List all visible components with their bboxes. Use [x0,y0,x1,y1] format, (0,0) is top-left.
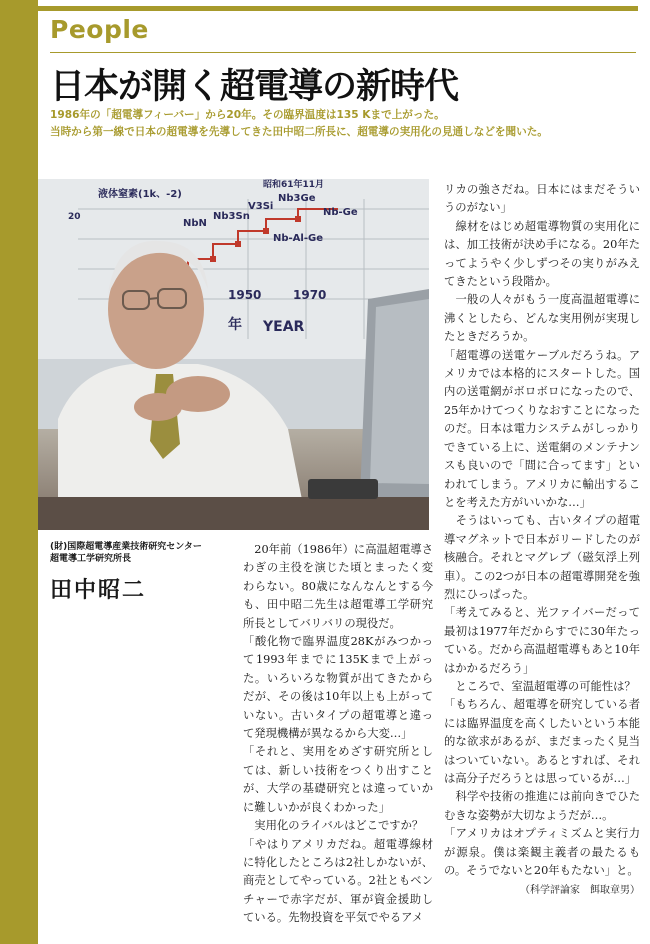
paragraph: 「もちろん、超電導を研究している者には臨界温度を高くしたいという本能的な欲求があるが、まだまったく見当はついていない。あるとすれば、それは高分子だろうとは思っているが…」 [444,698,640,785]
chart-label-ln2: 液体窒素(1k、-2) [98,189,182,200]
paragraph: 「それと、実用をめざす研究所としては、新しい技術をつくり出すことが、大学の基礎研究とは違っていかに難しいかが良くわかった」 [243,745,433,814]
chart-label-20: 20 [68,212,81,222]
paragraph: リカの強さだね。日本にはまだそういうのがない」 [444,183,640,215]
section-label: People [50,15,149,44]
paragraph: 科学や技術の推進には前向きでひたむきな姿勢が大切なようだが…。 [444,790,640,822]
caption-affiliation-1: (財)国際超電導産業技術研究センター [50,542,202,552]
paragraph: 20年前（1986年）に高温超電導さわぎの主役を演じた頃とまったく変わらない。80歳になんなんとする今も、田中昭二先生は超電導工学研究所長としてバリバリの現役だ。 [243,543,433,630]
body-column-right [444,181,640,901]
accent-sidebar-bar [0,0,38,944]
lead-paragraph [50,107,640,141]
photo-illustration [38,179,429,530]
paragraph: 実用化のライバルはどこですか？ [243,819,424,833]
paragraph: そうはいっても、古いタイプの超電導マグネットで日本がリードしたのが核融合。それとマグレブ（磁気浮上列車）。この2つが日本の超電導開発を強烈にひっぱった。 [444,514,640,601]
paragraph: 一般の人々がもう一度高温超電導に沸くとしたら、どんな実用例が実現したときだろうか。 [444,293,640,344]
chart-label-nb3sn: Nb3Sn [213,211,250,222]
interviewee-name: 田中昭二 [50,577,147,603]
chart-label-1970: 1970 [293,288,327,302]
chart-label-nbalge: Nb-Al-Ge [273,233,323,244]
chart-label-nb3ge: Nb3Ge [278,193,316,204]
paragraph: 線材をはじめ超電導物質の実用化には、加工技術が決め手になる。20年たってようやく少しずつその実りがみえてきたという段階か。 [444,219,640,289]
chart-label-v3si: V3Si [248,201,274,212]
paragraph: 「アメリカはオプティミズムと実行力が源泉。僕は楽観主義者の最たるもの。そうでないと20年もたない」と。 [444,827,640,878]
paragraph: 「やはりアメリカだね。超電導線材に特化したところは2社しかないが、商売としてやっている。2社ともベンチャーで赤字だが、軍が資金援助している。先物投資を平気でやるアメ [243,837,433,925]
paragraph: 「超電導の送電ケーブルだろうね。アメリカでは本格的にスタートした。国内の送電網がボロボロになったので、25年かけてつくりなおすことになったのだ。日本は電力システムがしっかりできている上に、送電網のメンテナンスも良いので「間に合ってます」といわれてしまう。アメリカに輸出することを考えた方がいいかな…」 [444,348,640,509]
paragraph: ところで、室温超電導の可能性は？ [444,679,636,693]
body-column-middle [243,541,433,928]
paragraph: 「酸化物で臨界温度28Kがみつかって1993年までに135Kまで上がった。いろいろな物質が出てきたからだが、その後は10年以上も上がっていない。古いタイプの超電導と違って発現機構が異なるから大変…」 [243,635,433,741]
headline: 日本が開く超電導の新時代 [50,67,459,107]
caption-affiliation-2: 超電導工学研究所長 [50,554,132,564]
chart-label-date: 昭和61年11月 [263,180,325,190]
chart-label-1950: 1950 [228,288,262,302]
photo-caption [50,541,250,604]
lead-line-2: 当時から第一線で日本の超電導を先導してきた田中昭二所長に、超電導の実用化の見通しなどを聞いた。 [50,126,548,138]
chart-label-year: YEAR [263,319,305,335]
paragraph: 「考えてみると、光ファイバーだって最初は1977年だからすでに30年たっている。だから高温超電導もあと10年はかかるだろう」 [444,606,640,675]
lead-line-1: 1986年の「超電導フィーバー」から20年。その臨界温度は135 Kまで上がった。 [50,109,445,121]
chart-label-year-jp: 年 [228,317,242,333]
chart-label-nbge: Nb-Ge [323,207,358,218]
section-divider [50,52,636,53]
author-credit: （科学評論家 餌取章男） [520,885,640,897]
chart-label-nbn: NbN [183,218,207,229]
article-page [38,11,640,944]
portrait-photo [38,179,429,530]
